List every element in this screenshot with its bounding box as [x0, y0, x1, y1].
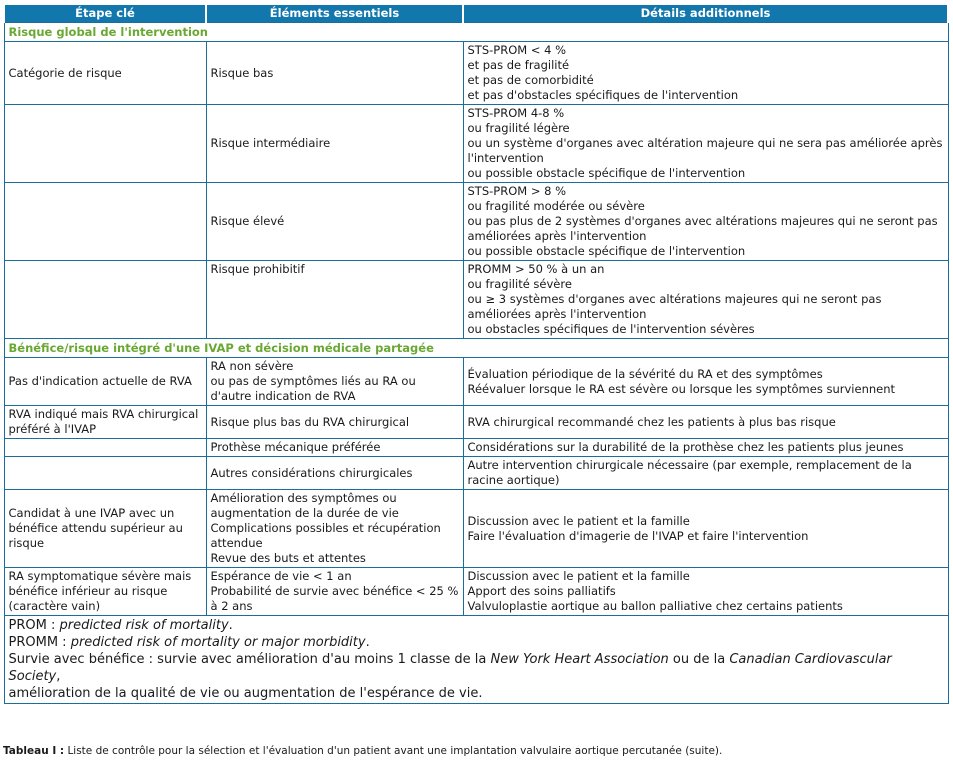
cell-details: STS-PROM < 4 % et pas de fragilité et pas de comorbidité et pas d'obstacles spécifiques de l'intervention [463, 42, 948, 105]
cell-details: RVA chirurgical recommandé chez les patients à plus bas risque [463, 406, 948, 439]
cell-details: Autre intervention chirurgicale nécessaire (par exemple, remplacement de la racine aortique) [463, 457, 948, 490]
cell-details: STS-PROM 4-8 % ou fragilité légère ou un système d'organes avec altération majeure qui ne sera pas améliorée après l'intervention ou possible obstacle spécifique de l'intervention [463, 105, 948, 183]
section-title: Bénéfice/risque intégré d'une IVAP et décision médicale partagée [4, 339, 948, 358]
note-prom: PROM : predicted risk of mortality. [8, 618, 233, 633]
cell-step: RVA indiqué mais RVA chirurgical préféré à l'IVAP [4, 406, 206, 439]
cell-step [4, 183, 206, 261]
caption-text: Liste de contrôle pour la sélection et l'évaluation d'un patient avant une implantation valvulaire aortique percutanée (suite). [64, 745, 723, 757]
cell-details: PROMM > 50 % à un an ou fragilité sévère ou ≥ 3 systèmes d'organes avec altérations majeures qui ne seront pas améliorées après l'intervention ou obstacles spécifiques de l'intervention sévères [463, 261, 948, 339]
cell-essential: Prothèse mécanique préférée [206, 439, 463, 457]
cell-essential: Amélioration des symptômes ou augmentation de la durée de vie Complications possibles et récupération attendue Revue des buts et attentes [206, 490, 463, 568]
table-row [4, 457, 948, 490]
header-details: Détails additionnels [463, 4, 948, 23]
notes-row [4, 616, 948, 704]
cell-step [4, 439, 206, 457]
table-row [4, 42, 948, 105]
section-title: Risque global de l'intervention [4, 23, 948, 42]
checklist-table [3, 3, 949, 704]
cell-details: Considérations sur la durabilité de la prothèse chez les patients plus jeunes [463, 439, 948, 457]
table-row [4, 105, 948, 183]
cell-essential: Autres considérations chirurgicales [206, 457, 463, 490]
section-row [4, 339, 948, 358]
table-row [4, 490, 948, 568]
cell-step [4, 457, 206, 490]
note-survie: Survie avec bénéfice : survie avec amélioration d'au moins 1 classe de la New York Heart Association ou de la Canadian Cardiovascular Society, [8, 652, 892, 684]
table-row [4, 358, 948, 406]
cell-details: STS-PROM > 8 % ou fragilité modérée ou sévère ou pas plus de 2 systèmes d'organes avec altérations majeures qui ne seront pas améliorées après l'intervention ou possible obstacle spécifique de l'intervention [463, 183, 948, 261]
cell-essential: Risque prohibitif [206, 261, 463, 339]
header-etape: Étape clé [4, 4, 206, 23]
section-row [4, 23, 948, 42]
cell-essential: Risque élevé [206, 183, 463, 261]
table-row [4, 261, 948, 339]
cell-step: Candidat à une IVAP avec un bénéfice attendu supérieur au risque [4, 490, 206, 568]
caption-label: Tableau I : [3, 745, 65, 757]
table-row [4, 406, 948, 439]
header-elements: Éléments essentiels [206, 4, 463, 23]
cell-details: Discussion avec le patient et la famille Faire l'évaluation d'imagerie de l'IVAP et faire l'intervention [463, 490, 948, 568]
cell-step [4, 105, 206, 183]
cell-step: RA symptomatique sévère mais bénéfice inférieur au risque (caractère vain) [4, 568, 206, 616]
cell-essential: Risque plus bas du RVA chirurgical [206, 406, 463, 439]
table-row [4, 439, 948, 457]
cell-essential: Risque intermédiaire [206, 105, 463, 183]
cell-step: Catégorie de risque [4, 42, 206, 105]
cell-essential: Risque bas [206, 42, 463, 105]
footnotes [4, 616, 948, 704]
table-row [4, 183, 948, 261]
cell-step: Pas d'indication actuelle de RVA [4, 358, 206, 406]
note-promm: PROMM : predicted risk of mortality or major morbidity. [8, 635, 370, 650]
table-caption [3, 745, 722, 757]
cell-step [4, 261, 206, 339]
cell-details: Évaluation périodique de la sévérité du RA et des symptômes Réévaluer lorsque le RA est sévère ou lorsque les symptômes surviennent [463, 358, 948, 406]
note-survie-cont: amélioration de la qualité de vie ou augmentation de l'espérance de vie. [8, 686, 483, 701]
cell-details: Discussion avec le patient et la famille Apport des soins palliatifs Valvuloplastie aortique au ballon palliative chez certains patients [463, 568, 948, 616]
cell-essential: RA non sévère ou pas de symptômes liés au RA ou d'autre indication de RVA [206, 358, 463, 406]
header-row [4, 4, 948, 23]
cell-essential: Espérance de vie < 1 an Probabilité de survie avec bénéfice < 25 % à 2 ans [206, 568, 463, 616]
table-row [4, 568, 948, 616]
